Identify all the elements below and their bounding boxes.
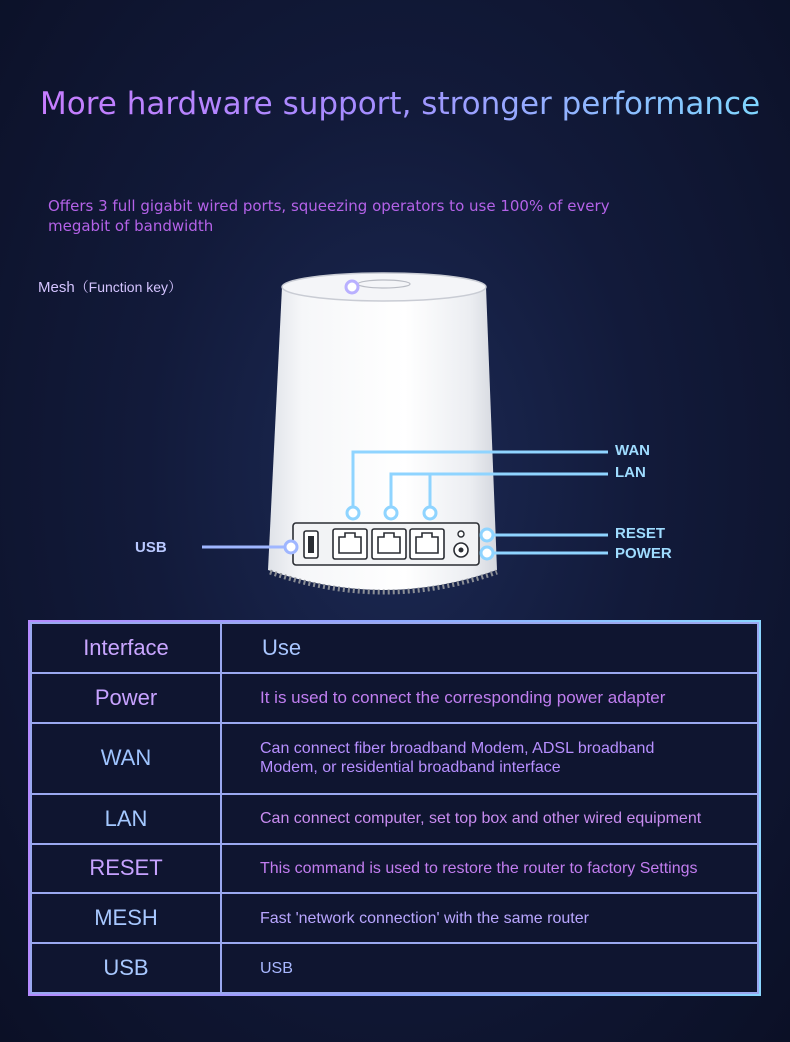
table-row — [31, 723, 758, 794]
table-header-use: Use — [221, 623, 758, 673]
table-cell-interface: USB — [31, 943, 221, 993]
table-row — [31, 673, 758, 723]
table-header-row — [31, 623, 758, 673]
table-row — [31, 794, 758, 844]
reset-pinhole — [458, 531, 464, 537]
callout-mesh — [38, 277, 182, 298]
table-cell-use: It is used to connect the corresponding power adapter — [221, 673, 758, 723]
callout-usb: USB — [135, 539, 167, 556]
feature-description: Offers 3 full gigabit wired ports, squeezing operators to use 100% of every megabit of bandwidth — [48, 197, 610, 235]
callout-mesh-sublabel: （Function key） — [74, 279, 183, 295]
table-cell-interface: Power — [31, 673, 221, 723]
table-header-interface: Interface — [31, 623, 221, 673]
table-cell-interface: RESET — [31, 844, 221, 894]
ethernet-port-lan-2 — [410, 529, 444, 559]
table-cell-use: This command is used to restore the router to factory Settings — [221, 844, 758, 894]
table-row — [31, 893, 758, 943]
callout-lan: LAN — [615, 464, 646, 481]
table-cell-interface: MESH — [31, 893, 221, 943]
callout-mesh-label: Mesh — [38, 279, 75, 296]
callout-power: POWER — [615, 545, 672, 562]
table-cell-interface: LAN — [31, 794, 221, 844]
table-row — [31, 844, 758, 894]
table-cell-use: USB — [221, 943, 758, 993]
ethernet-port-lan-1 — [372, 529, 406, 559]
table-cell-use: Can connect computer, set top box and other wired equipment — [221, 794, 758, 844]
table-row — [31, 943, 758, 993]
table-cell-use: Fast 'network connection' with the same router — [221, 893, 758, 943]
callout-wan: WAN — [615, 442, 650, 459]
page-headline: More hardware support, stronger performance — [40, 82, 760, 126]
callout-reset: RESET — [615, 525, 666, 542]
table-cell-interface: WAN — [31, 723, 221, 794]
interface-table — [28, 620, 761, 996]
ethernet-port-wan — [333, 529, 367, 559]
table-cell-use: Can connect fiber broadband Modem, ADSL broadband Modem, or residential broadband interface — [221, 723, 758, 794]
